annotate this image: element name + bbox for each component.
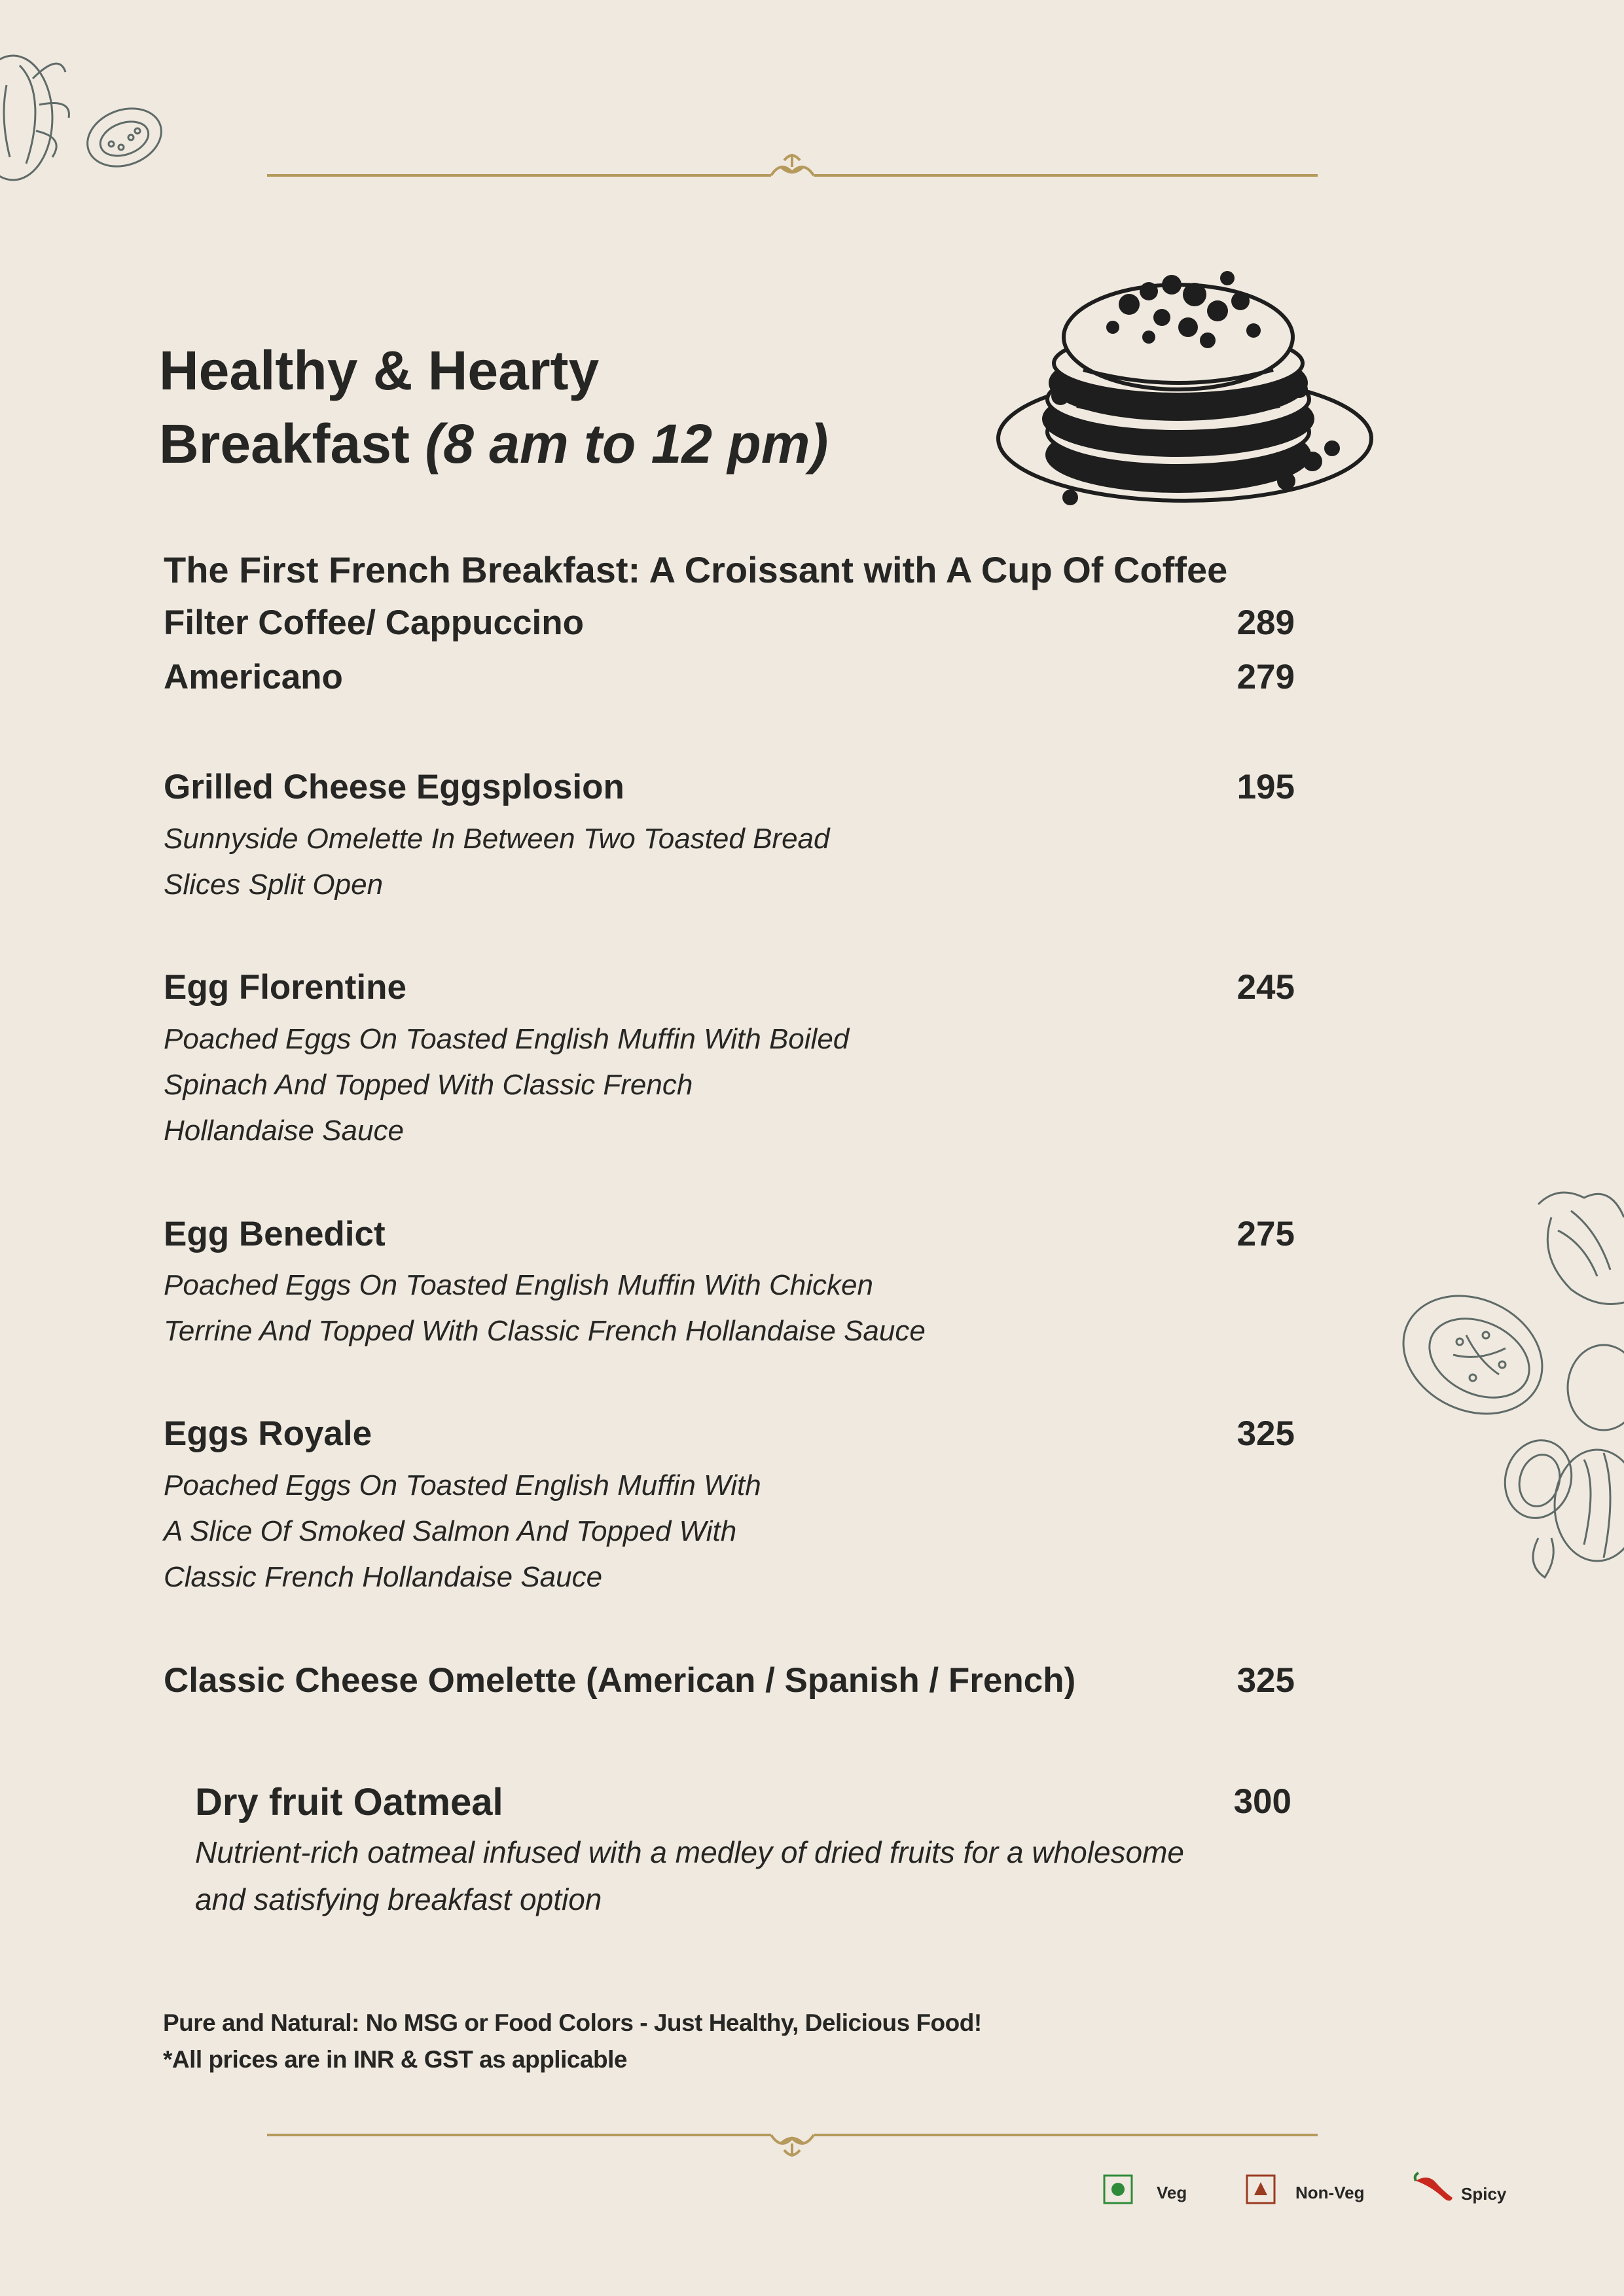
menu-item-price: 325 xyxy=(1236,1414,1295,1453)
menu-item-name: Grilled Cheese Eggsplosion xyxy=(164,768,624,806)
legend-nonveg-label: Non-Veg xyxy=(1295,2183,1365,2202)
vegetable-sketch-top-left xyxy=(0,26,170,183)
menu-item-price: 279 xyxy=(1236,658,1295,696)
description-line: Poached Eggs On Toasted English Muffin With Boiled xyxy=(164,1023,850,1055)
vegetable-sketch-right xyxy=(1388,1178,1624,1584)
description-line: Sunnyside Omelette In Between Two Toasted Bread xyxy=(164,823,830,855)
menu-item-name: Egg Benedict xyxy=(164,1215,386,1253)
ornament-divider-top xyxy=(267,147,1318,180)
menu-item-name: Eggs Royale xyxy=(164,1414,372,1453)
description-line: Spinach And Topped With Classic French xyxy=(164,1069,693,1101)
ornament-divider-bottom xyxy=(267,2121,1318,2160)
menu-item-price: 245 xyxy=(1236,968,1295,1007)
menu-item-description xyxy=(164,816,829,908)
menu-item-name: Egg Florentine xyxy=(164,968,406,1007)
description-line: Hollandaise Sauce xyxy=(164,1115,404,1147)
footer-note: *All prices are in INR & GST as applicable xyxy=(163,2046,627,2073)
legend-spicy-label: Spicy xyxy=(1461,2184,1507,2204)
description-line: Terrine And Topped With Classic French Hollandaise Sauce xyxy=(164,1315,926,1347)
menu-item-description xyxy=(164,1263,926,1354)
description-line: Nutrient-rich oatmeal infused with a medley of dried fruits for a wholesome xyxy=(195,1835,1185,1869)
title-line-2 xyxy=(159,407,828,480)
title-breakfast: Breakfast xyxy=(159,413,410,475)
veg-icon xyxy=(1103,2174,1133,2204)
menu-item-description xyxy=(164,1016,849,1154)
title-line-1: Healthy & Hearty xyxy=(159,340,600,401)
footer-note: Pure and Natural: No MSG or Food Colors - Just Healthy, Delicious Food! xyxy=(163,2009,982,2036)
description-line: Slices Split Open xyxy=(164,869,384,901)
page-title xyxy=(159,334,828,480)
description-line: Classic French Hollandaise Sauce xyxy=(164,1561,603,1593)
menu-item-name: Americano xyxy=(164,658,343,696)
description-line: Poached Eggs On Toasted English Muffin With xyxy=(164,1469,761,1501)
section-heading: The First French Breakfast: A Croissant with A Cup Of Coffee xyxy=(164,549,1228,590)
title-time: (8 am to 12 pm) xyxy=(425,413,829,475)
chili-icon xyxy=(1411,2172,1456,2206)
nonveg-icon xyxy=(1246,2174,1276,2204)
description-line: Poached Eggs On Toasted English Muffin With Chicken xyxy=(164,1269,873,1301)
menu-item-price: 275 xyxy=(1236,1215,1295,1253)
menu-item-description xyxy=(195,1829,1184,1923)
description-line: and satisfying breakfast option xyxy=(195,1882,602,1916)
menu-item-name: Filter Coffee/ Cappuccino xyxy=(164,603,584,642)
description-line: A Slice Of Smoked Salmon And Topped With xyxy=(164,1515,737,1547)
menu-item-price: 325 xyxy=(1236,1661,1295,1700)
legend-veg-label: Veg xyxy=(1157,2183,1187,2202)
menu-item-price: 300 xyxy=(1233,1782,1291,1821)
menu-item-name: Classic Cheese Omelette (American / Spanish / French) xyxy=(164,1661,1076,1700)
pancake-stack-illustration xyxy=(992,265,1378,514)
menu-item-price: 195 xyxy=(1236,768,1295,806)
menu-item-price: 289 xyxy=(1236,603,1295,642)
menu-item-description xyxy=(164,1463,761,1600)
menu-item-name: Dry fruit Oatmeal xyxy=(195,1781,503,1823)
